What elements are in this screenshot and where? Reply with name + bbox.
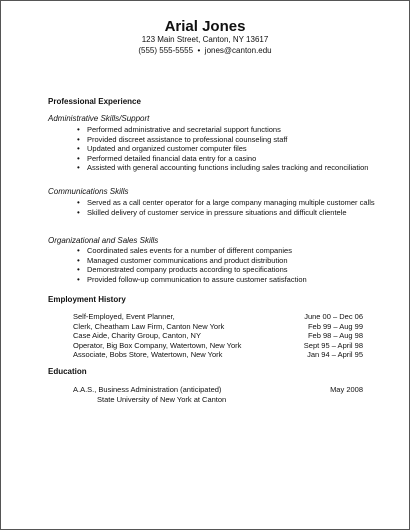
subhead-organizational: Organizational and Sales Skills <box>48 236 159 245</box>
employment-dates: Feb 98 – Aug 98 <box>307 331 363 340</box>
employment-role: Clerk, Cheatham Law Firm, Canton New York <box>73 321 225 331</box>
list-item: • Skilled delivery of customer service in pressure situations and difficult clientele <box>77 208 377 218</box>
employment-dates: Feb 99 – Aug 99 <box>307 321 363 331</box>
bullet-list-organizational <box>77 246 377 284</box>
education-school: State University of New York at Canton <box>97 394 227 404</box>
employment-dates: Jan 94 – April 95 <box>307 350 363 359</box>
education-degree: A.A.S., Business Administration (anticipated) <box>73 385 222 394</box>
phone-number: (555) 555-5555 <box>138 45 194 55</box>
separator-dot: • <box>197 45 201 55</box>
list-item: • Coordinated sales events for a number of different companies <box>77 246 377 256</box>
list-item: • Served as a call center operator for a large company managing multiple customer calls <box>77 198 377 208</box>
resume-header <box>1 19 409 56</box>
list-item: • Provided follow-up communication to assure customer satisfaction <box>77 275 377 285</box>
employment-row <box>73 312 363 322</box>
employment-row <box>73 331 363 341</box>
section-title-employment: Employment History <box>48 295 126 304</box>
email-address: jones@canton.edu <box>204 45 272 55</box>
employment-role: Associate, Bobs Store, Watertown, New York <box>73 350 223 359</box>
employment-role: Self-Employed, Event Planner, <box>73 312 175 321</box>
education-row <box>73 385 363 395</box>
list-item: • Performed detailed financial data entry for a casino <box>77 154 377 164</box>
employment-row <box>73 350 363 360</box>
employment-row <box>73 322 363 332</box>
bullet-list-communications <box>77 198 377 217</box>
subhead-admin: Administrative Skills/Support <box>48 114 150 123</box>
list-item: • Assisted with general accounting functions including sales tracking and reconciliation <box>77 163 377 173</box>
list-item: • Managed customer communications and product distribution <box>77 256 377 266</box>
contact-line <box>1 46 409 57</box>
list-item: • Demonstrated company products according to specifications <box>77 265 377 275</box>
list-item: • Updated and organized customer computer files <box>77 144 377 154</box>
address-line: 123 Main Street, Canton, NY 13617 <box>141 35 269 44</box>
list-item: • Performed administrative and secretarial support functions <box>77 125 377 135</box>
section-title-education: Education <box>48 367 87 376</box>
employment-role: Operator, Big Box Company, Watertown, New York <box>73 340 242 350</box>
education-entry <box>73 385 363 404</box>
list-item: • Provided discreet assistance to professional counseling staff <box>77 135 377 145</box>
employment-row <box>73 341 363 351</box>
employment-dates: June 00 – Dec 06 <box>304 312 363 321</box>
employment-list <box>73 312 363 360</box>
candidate-name: Arial Jones <box>164 18 246 35</box>
education-date: May 2008 <box>330 385 363 394</box>
employment-role: Case Aide, Charity Group, Canton, NY <box>73 331 201 340</box>
subhead-communications: Communications Skills <box>48 187 129 196</box>
employment-dates: Sept 95 – April 98 <box>303 340 363 350</box>
section-title-experience: Professional Experience <box>48 97 141 106</box>
bullet-list-admin <box>77 125 377 173</box>
